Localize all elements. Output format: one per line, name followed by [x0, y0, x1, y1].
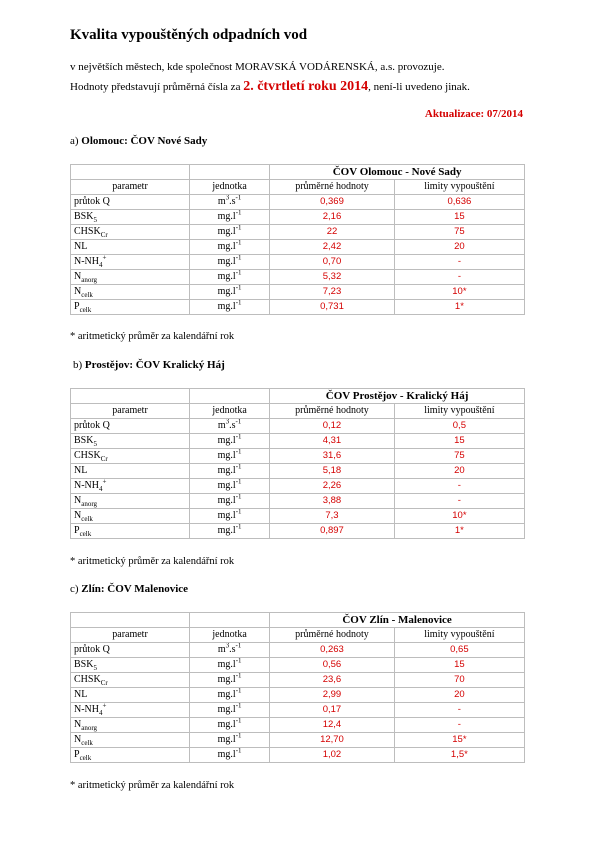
unit-superscript: -1 — [235, 747, 242, 755]
limit-value: - — [394, 494, 524, 509]
parameter-name: N-NH — [74, 256, 99, 267]
parameter-cell — [71, 210, 190, 225]
limit-value: 15 — [394, 434, 524, 449]
limit-value: - — [394, 479, 524, 494]
parameter-name: CHSK — [74, 674, 101, 685]
unit-base: mg.l — [217, 495, 236, 506]
data-table — [70, 164, 525, 315]
parameter-name: N-NH — [74, 704, 99, 715]
unit-cell — [190, 210, 270, 225]
parameter-subscript: celk — [81, 291, 93, 299]
section-heading — [73, 359, 225, 371]
parameter-cell — [71, 494, 190, 509]
empty-cell — [190, 389, 270, 404]
parameter-cell — [71, 434, 190, 449]
unit-base: mg.l — [217, 510, 236, 521]
parameter-cell — [71, 449, 190, 464]
table-row — [71, 524, 525, 539]
table-row — [71, 419, 525, 434]
limit-value: - — [394, 703, 524, 718]
table-row — [71, 285, 525, 300]
limit-value: 1* — [394, 524, 524, 539]
section-prefix: a) — [70, 135, 82, 147]
unit-cell — [190, 479, 270, 494]
section-heading — [70, 135, 207, 147]
unit-base: m — [217, 196, 226, 207]
limit-value: 1,5* — [394, 748, 524, 763]
average-value: 23,6 — [270, 673, 395, 688]
unit-superscript: -1 — [235, 239, 242, 247]
unit-cell — [190, 703, 270, 718]
unit-cell — [190, 673, 270, 688]
col-header-parametr: parametr — [71, 404, 190, 419]
parameter-cell — [71, 643, 190, 658]
parameter-name: N — [74, 286, 82, 297]
average-value: 2,42 — [270, 240, 395, 255]
col-header-parametr: parametr — [71, 628, 190, 643]
parameter-subscript: Cr — [100, 679, 108, 687]
empty-cell — [190, 165, 270, 180]
unit-superscript: -1 — [235, 717, 242, 725]
col-header-jednotka: jednotka — [190, 628, 270, 643]
col-header-parametr: parametr — [71, 180, 190, 195]
unit-superscript: -1 — [235, 702, 242, 710]
unit-superscript: -1 — [235, 433, 242, 441]
unit-base: mg.l — [217, 241, 236, 252]
parameter-superscript: + — [102, 478, 107, 486]
parameter-subscript: 4 — [99, 485, 103, 493]
section-heading-text: Zlín: ČOV Malenovice — [81, 583, 189, 595]
parameter-cell — [71, 285, 190, 300]
parameter-subscript: 5 — [93, 216, 97, 224]
limit-value: 20 — [394, 688, 524, 703]
parameter-name: P — [74, 525, 80, 536]
average-value: 1,02 — [270, 748, 395, 763]
parameter-subscript: celk — [79, 530, 92, 538]
unit-rest: .s — [229, 644, 236, 655]
unit-cell — [190, 285, 270, 300]
table-row — [71, 255, 525, 270]
unit-superscript: -1 — [235, 418, 242, 426]
col-header-limity: limity vypouštění — [394, 180, 524, 195]
parameter-name: průtok Q — [74, 420, 110, 431]
unit-cell — [190, 434, 270, 449]
limit-value: 70 — [394, 673, 524, 688]
unit-cell — [190, 509, 270, 524]
parameter-name: průtok Q — [74, 644, 110, 655]
average-value: 7,23 — [270, 285, 395, 300]
parameter-name: BSK — [74, 211, 94, 222]
unit-cell — [190, 524, 270, 539]
average-value: 0,70 — [270, 255, 395, 270]
unit-superscript: -1 — [235, 254, 242, 262]
section-heading-text: Olomouc: ČOV Nové Sady — [81, 135, 208, 147]
parameter-name: CHSK — [74, 226, 101, 237]
table-row — [71, 658, 525, 673]
unit-cell — [190, 494, 270, 509]
unit-superscript: -1 — [235, 448, 242, 456]
unit-base: mg.l — [217, 704, 236, 715]
limit-value: 15* — [394, 733, 524, 748]
parameter-name: NL — [74, 465, 88, 476]
data-table — [70, 612, 525, 763]
unit-cell — [190, 718, 270, 733]
limit-value: 75 — [394, 225, 524, 240]
update-date: Aktualizace: 07/2014 — [424, 108, 523, 120]
parameter-cell — [71, 524, 190, 539]
parameter-name: N — [74, 495, 82, 506]
parameter-cell — [71, 688, 190, 703]
average-value: 5,18 — [270, 464, 395, 479]
average-value: 0,897 — [270, 524, 395, 539]
average-value: 4,31 — [270, 434, 395, 449]
parameter-subscript: celk — [81, 515, 93, 523]
unit-superscript: -1 — [235, 732, 242, 740]
intro-text-before: Hodnoty představují průměrná čísla za — [70, 81, 244, 93]
unit-superscript: -1 — [235, 478, 242, 486]
unit-superscript: 3 — [225, 194, 230, 202]
average-value: 3,88 — [270, 494, 395, 509]
col-header-prumer: průměrné hodnoty — [270, 404, 395, 419]
unit-superscript: -1 — [235, 299, 242, 307]
table-row — [71, 733, 525, 748]
parameter-cell — [71, 419, 190, 434]
parameter-subscript: anorg — [81, 500, 98, 508]
parameter-name: průtok Q — [74, 196, 110, 207]
unit-base: mg.l — [217, 734, 236, 745]
unit-cell — [190, 464, 270, 479]
parameter-name: CHSK — [74, 450, 101, 461]
unit-base: mg.l — [217, 301, 236, 312]
table-row — [71, 509, 525, 524]
unit-superscript: -1 — [235, 508, 242, 516]
limit-value: 15 — [394, 658, 524, 673]
average-value: 7,3 — [270, 509, 395, 524]
parameter-name: BSK — [74, 659, 94, 670]
unit-cell — [190, 225, 270, 240]
parameter-subscript: anorg — [81, 276, 98, 284]
unit-cell — [190, 658, 270, 673]
empty-cell — [71, 165, 190, 180]
parameter-cell — [71, 673, 190, 688]
col-header-prumer: průměrné hodnoty — [270, 180, 395, 195]
unit-superscript: -1 — [235, 194, 242, 202]
unit-base: mg.l — [217, 674, 236, 685]
parameter-name: P — [74, 301, 80, 312]
unit-superscript: 3 — [225, 418, 230, 426]
section-prefix: b) — [73, 359, 85, 371]
table-row — [71, 464, 525, 479]
table-row — [71, 479, 525, 494]
parameter-name: N — [74, 734, 82, 745]
footnote: * aritmetický průměr za kalendářní rok — [70, 556, 235, 567]
table-row — [71, 688, 525, 703]
unit-cell — [190, 643, 270, 658]
intro-line-2 — [70, 79, 470, 95]
limit-value: 10* — [394, 509, 524, 524]
unit-superscript: -1 — [235, 269, 242, 277]
unit-superscript: 3 — [225, 642, 230, 650]
limit-value: 20 — [394, 240, 524, 255]
limit-value: - — [394, 255, 524, 270]
limit-value: 0,636 — [394, 195, 524, 210]
parameter-superscript: + — [102, 702, 107, 710]
unit-superscript: -1 — [235, 687, 242, 695]
limit-value: - — [394, 718, 524, 733]
parameter-name: P — [74, 749, 80, 760]
col-header-limity: limity vypouštění — [394, 628, 524, 643]
col-header-limity: limity vypouštění — [394, 404, 524, 419]
unit-cell — [190, 748, 270, 763]
col-header-jednotka: jednotka — [190, 180, 270, 195]
unit-base: mg.l — [217, 659, 236, 670]
unit-base: mg.l — [217, 480, 236, 491]
average-value: 12,70 — [270, 733, 395, 748]
average-value: 0,17 — [270, 703, 395, 718]
parameter-cell — [71, 270, 190, 285]
unit-superscript: -1 — [235, 284, 242, 292]
parameter-cell — [71, 300, 190, 315]
limit-value: - — [394, 270, 524, 285]
col-header-prumer: průměrné hodnoty — [270, 628, 395, 643]
parameter-cell — [71, 195, 190, 210]
parameter-subscript: celk — [81, 739, 93, 747]
table-row — [71, 449, 525, 464]
parameter-cell — [71, 509, 190, 524]
section-prefix: c) — [70, 583, 82, 595]
table-row — [71, 673, 525, 688]
limit-value: 0,5 — [394, 419, 524, 434]
average-value: 2,99 — [270, 688, 395, 703]
unit-superscript: -1 — [235, 209, 242, 217]
unit-base: mg.l — [217, 525, 236, 536]
unit-superscript: -1 — [235, 463, 242, 471]
parameter-subscript: celk — [79, 306, 92, 314]
unit-base: m — [217, 420, 226, 431]
parameter-name: N — [74, 719, 82, 730]
table-row — [71, 643, 525, 658]
unit-base: mg.l — [217, 271, 236, 282]
unit-base: mg.l — [217, 286, 236, 297]
unit-base: mg.l — [217, 435, 236, 446]
unit-cell — [190, 449, 270, 464]
parameter-name: N — [74, 510, 82, 521]
parameter-superscript: + — [102, 254, 107, 262]
unit-cell — [190, 300, 270, 315]
limit-value: 0,65 — [394, 643, 524, 658]
table-row — [71, 240, 525, 255]
average-value: 0,263 — [270, 643, 395, 658]
unit-base: m — [217, 644, 226, 655]
parameter-subscript: Cr — [100, 455, 108, 463]
average-value: 31,6 — [270, 449, 395, 464]
unit-cell — [190, 733, 270, 748]
parameter-cell — [71, 225, 190, 240]
table-row — [71, 748, 525, 763]
unit-superscript: -1 — [235, 672, 242, 680]
parameter-subscript: celk — [79, 754, 92, 762]
footnote: * aritmetický průměr za kalendářní rok — [70, 331, 235, 342]
unit-cell — [190, 240, 270, 255]
parameter-cell — [71, 464, 190, 479]
unit-superscript: -1 — [235, 493, 242, 501]
average-value: 12,4 — [270, 718, 395, 733]
limit-value: 10* — [394, 285, 524, 300]
parameter-cell — [71, 733, 190, 748]
unit-cell — [190, 688, 270, 703]
table-title: ČOV Olomouc - Nové Sady — [270, 165, 525, 180]
table-title: ČOV Zlín - Malenovice — [270, 613, 525, 628]
table-row — [71, 494, 525, 509]
unit-superscript: -1 — [235, 523, 242, 531]
section-heading-text: Prostějov: ČOV Kralický Háj — [84, 359, 225, 371]
footnote: * aritmetický průměr za kalendářní rok — [70, 780, 235, 791]
document-title: Kvalita vypouštěných odpadních vod — [70, 27, 308, 43]
table-title: ČOV Prostějov - Kralický Háj — [270, 389, 525, 404]
parameter-subscript: 4 — [99, 261, 103, 269]
unit-cell — [190, 195, 270, 210]
unit-superscript: -1 — [235, 657, 242, 665]
table-row — [71, 718, 525, 733]
table-row — [71, 210, 525, 225]
average-value: 5,32 — [270, 270, 395, 285]
table-row — [71, 195, 525, 210]
period-highlight: 2. čtvrtletí roku 2014 — [243, 79, 369, 94]
table-row — [71, 434, 525, 449]
limit-value: 20 — [394, 464, 524, 479]
intro-text-after: , není-li uvedeno jinak. — [368, 81, 470, 93]
unit-cell — [190, 270, 270, 285]
parameter-cell — [71, 748, 190, 763]
unit-base: mg.l — [217, 689, 236, 700]
empty-cell — [71, 613, 190, 628]
parameter-subscript: 4 — [99, 709, 103, 717]
table-row — [71, 300, 525, 315]
intro-line-1: v největších městech, kde společnost MORAVSKÁ VODÁRENSKÁ, a.s. provozuje. — [70, 61, 445, 73]
average-value: 0,731 — [270, 300, 395, 315]
average-value: 0,369 — [270, 195, 395, 210]
unit-base: mg.l — [217, 256, 236, 267]
average-value: 2,16 — [270, 210, 395, 225]
parameter-subscript: 5 — [93, 440, 97, 448]
parameter-subscript: 5 — [93, 664, 97, 672]
unit-base: mg.l — [217, 465, 236, 476]
parameter-subscript: anorg — [81, 724, 98, 732]
table-row — [71, 703, 525, 718]
unit-rest: .s — [229, 196, 236, 207]
parameter-cell — [71, 658, 190, 673]
average-value: 2,26 — [270, 479, 395, 494]
parameter-subscript: Cr — [100, 231, 108, 239]
parameter-name: NL — [74, 689, 88, 700]
unit-cell — [190, 255, 270, 270]
average-value: 0,12 — [270, 419, 395, 434]
parameter-cell — [71, 240, 190, 255]
col-header-jednotka: jednotka — [190, 404, 270, 419]
unit-superscript: -1 — [235, 224, 242, 232]
table-row — [71, 270, 525, 285]
parameter-name: N — [74, 271, 82, 282]
parameter-cell — [71, 718, 190, 733]
empty-cell — [190, 613, 270, 628]
limit-value: 75 — [394, 449, 524, 464]
parameter-name: NL — [74, 241, 88, 252]
unit-rest: .s — [229, 420, 236, 431]
unit-base: mg.l — [217, 450, 236, 461]
unit-base: mg.l — [217, 749, 236, 760]
unit-superscript: -1 — [235, 642, 242, 650]
parameter-cell — [71, 255, 190, 270]
empty-cell — [71, 389, 190, 404]
unit-base: mg.l — [217, 719, 236, 730]
parameter-cell — [71, 703, 190, 718]
section-heading — [70, 583, 188, 595]
limit-value: 1* — [394, 300, 524, 315]
parameter-cell — [71, 479, 190, 494]
average-value: 0,56 — [270, 658, 395, 673]
parameter-name: BSK — [74, 435, 94, 446]
unit-base: mg.l — [217, 226, 236, 237]
unit-cell — [190, 419, 270, 434]
average-value: 22 — [270, 225, 395, 240]
table-row — [71, 225, 525, 240]
data-table — [70, 388, 525, 539]
unit-base: mg.l — [217, 211, 236, 222]
parameter-name: N-NH — [74, 480, 99, 491]
limit-value: 15 — [394, 210, 524, 225]
